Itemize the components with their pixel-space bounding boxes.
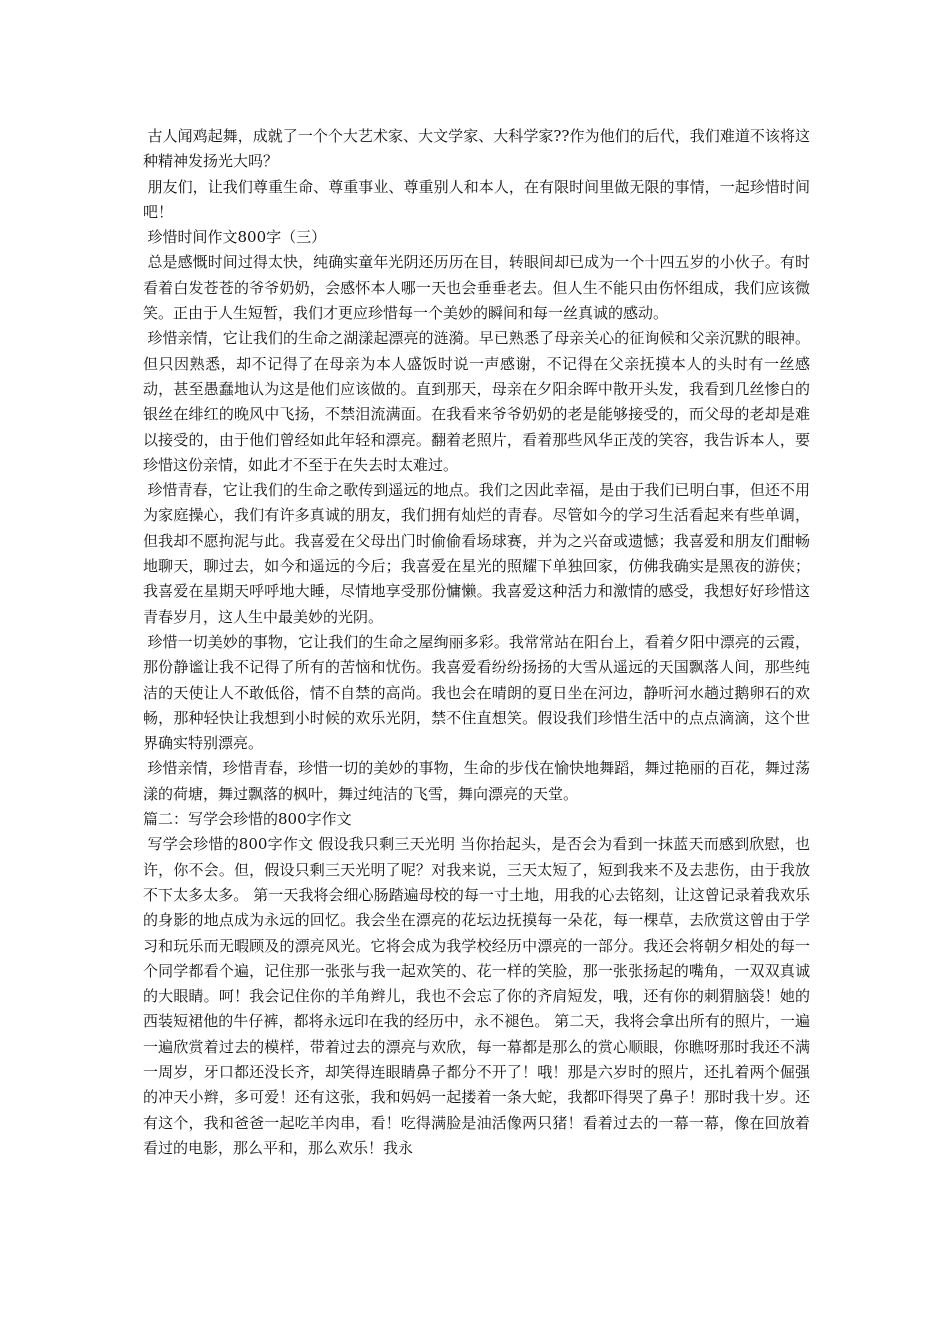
- paragraph: 古人闻鸡起舞，成就了一个个大艺术家、大文学家、大科学家??作为他们的后代，我们难道不该将这种精神发扬光大吗？: [143, 127, 810, 171]
- paragraph: 珍惜亲情，它让我们的生命之湖漾起漂亮的涟漪。早已熟悉了母亲关心的征询候和父亲沉默的眼神。但只因熟悉，却不记得了在母亲为本人盛饭时说一声感谢，不记得在父亲抚摸本人的头时有一丝感动，甚至愚蠢地认为这是他们应该做的。直到那天，母亲在夕阳余晖中散开头发，我看到几丝惨白的银丝在绯红的晚风中飞扬，不禁泪流满面。在我看来爷爷奶奶的老是能够接受的，而父母的老却是难以接受的，由于他们曾经如此年轻和漂亮。翻着老照片，看着那些风华正茂的笑容，我告诉本人，要珍惜这份亲情，如此才不至于在失去时太难过。: [143, 329, 810, 474]
- paragraph: 朋友们，让我们尊重生命、尊重事业、尊重别人和本人，在有限时间里做无限的事情，一起珍惜时间吧！: [143, 177, 810, 221]
- section-heading: 珍惜时间作文800字（三）: [147, 228, 327, 247]
- document-body: [143, 124, 810, 1161]
- paragraph: 总是感慨时间过得太快，纯确实童年光阴还历历在目，转眼间却已成为一个十四五岁的小伙子。有时看着白发苍苍的爷爷奶奶，会感怀本人哪一天也会垂垂老去。但人生不能只由伤怀组成，我们应该微笑。正由于人生短暂，我们才更应珍惜每一个美妙的瞬间和每一丝真诚的感动。: [143, 253, 810, 323]
- paragraph: 珍惜亲情，珍惜青春，珍惜一切的美妙的事物，生命的步伐在愉快地舞蹈，舞过艳丽的百花，舞过荡漾的荷塘，舞过飘落的枫叶，舞过纯洁的飞雪，舞向漂亮的天堂。: [143, 759, 810, 803]
- paragraph: 珍惜一切美妙的事物，它让我们的生命之屋绚丽多彩。我常常站在阳台上，看着夕阳中漂亮的云霞，那份静谧让我不记得了所有的苦恼和忧伤。我喜爱看纷纷扬扬的大雪从遥远的天国飘落人间，那些纯洁的天使让人不敢低俗，情不自禁的高尚。我也会在晴朗的夏日坐在河边，静听河水趟过鹅卵石的欢畅，那种轻快让我想到小时候的欢乐光阴，禁不住直想笑。假设我们珍惜生活中的点点滴滴，这个世界确实特别漂亮。: [143, 632, 810, 753]
- paragraph: 珍惜青春，它让我们的生命之歌传到遥远的地点。我们之因此幸福，是由于我们已明白事，但还不用为家庭操心，我们有许多真诚的朋友，我们拥有灿烂的青春。尽管如今的学习生活看起来有些单调，但我却不愿拘泥与此。我喜爱在父母出门时偷偷看场球赛，并为之兴奋或遗憾；我喜爱和朋友们酣畅地聊天，聊过去，如今和遥远的今后；我喜爱在星光的照耀下单独回家，仿佛我确实是黑夜的游侠；我喜爱在星期天呼呼地大睡，尽情地享受那份慵懒。我喜爱这种活力和激情的感受，我想好好珍惜这青春岁月，这人生中最美妙的光阴。: [143, 481, 810, 626]
- section-heading: 篇二：写学会珍惜的800字作文: [143, 810, 352, 829]
- paragraph: 写学会珍惜的800字作文 假设我只剩三天光明 当你抬起头，是否会为看到一抹蓝天而感到欣慰，也许，你不会。但，假设只剩三天光明了呢？对我来说，三天太短了，短到我来不及去悲伤，由于我放不下太多太多。 第一天我将会细心肠踏遍母校的每一寸土地，用我的心去铭刻，让这曾记录着我欢乐的身影的地点成为永远的回忆。我会坐在漂亮的花坛边抚摸每一朵花，每一棵草，去欣赏这曾由于学习和玩乐而无暇顾及的漂亮风光。它将会成为我学校经历中漂亮的一部分。我还会将朝夕相处的每一个同学都看个遍，记住那一张张与我一起欢笑的、花一样的笑脸，那一张张扬起的嘴角，一双双真诚的大眼睛。呵！我会记住你的羊角辫儿，我也不会忘了你的齐肩短发，哦，还有你的刺猬脑袋！她的西装短裙他的牛仔裤，都将永远印在我的经历中，永不褪色。 第二天，我将会拿出所有的照片，一遍一遍欣赏着过去的模样，带着过去的漂亮与欢欣，每一幕都是那么的赏心顺眼，你瞧呀那时我还不满一周岁，牙口都还没长齐，却笑得连眼睛鼻子都分不开了！哦！那是六岁时的照片，还扎着两个倔强的冲天小辫，多可爱！还有这张，我和妈妈一起搂着一条大蛇，我都吓得哭了鼻子！那时我十岁。还有这个，我和爸爸一起吃羊肉串，看！吃得满脸是油活像两只猪！看着过去的一幕一幕，像在回放着看过的电影，那么平和，那么欢乐！我永: [143, 835, 810, 1157]
